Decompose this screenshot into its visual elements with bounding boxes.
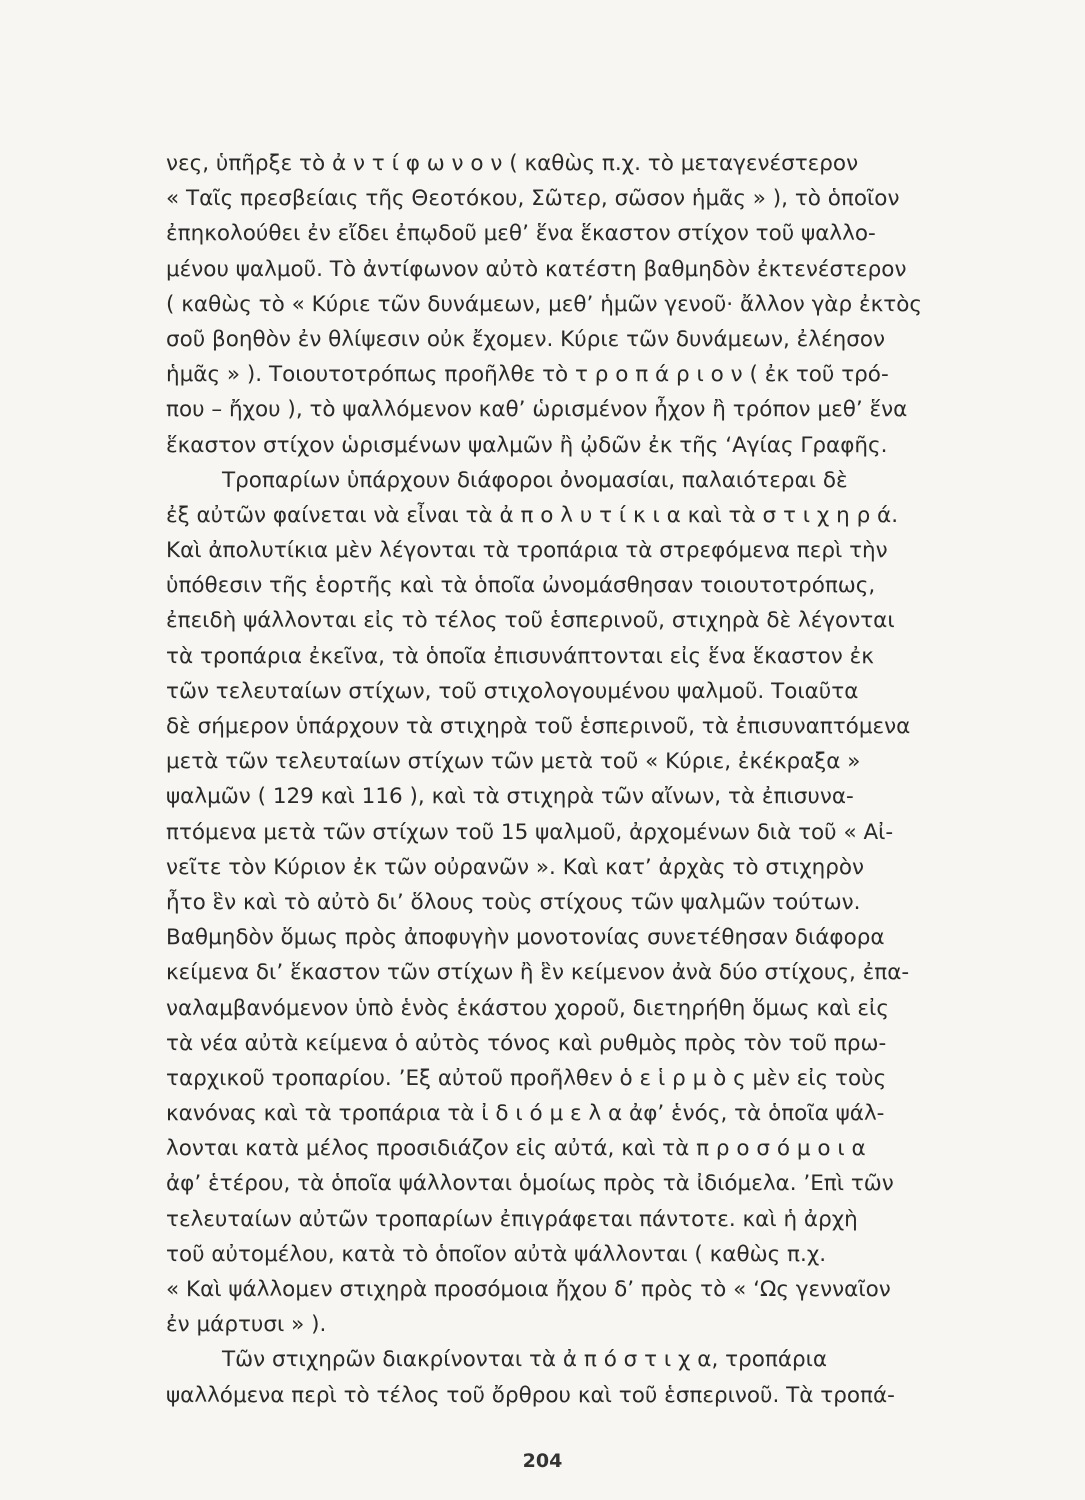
text-line: νες, ὑπῆρξε τὸ ἀ ν τ ί φ ω ν ο ν ( καθὼς π.χ. τὸ μεταγενέστερον <box>166 151 859 176</box>
text-line: ἐπειδὴ ψάλλονται εἰς τὸ τέλος τοῦ ἑσπερινοῦ, στιχηρὰ δὲ λέγονται <box>166 608 895 634</box>
text-line: μετὰ τῶν τελευταίων στίχων τῶν μετὰ τοῦ « Κύριε, ἐκέκραξα » <box>166 749 861 775</box>
text-line: Βαθμηδὸν ὅμως πρὸς ἀποφυγὴν μονοτονίας συνετέθησαν διάφορα <box>166 925 885 951</box>
text-line: « Ταῖς πρεσβείαις τῆς Θεοτόκου, Σῶτερ, σῶσον ἡμᾶς » ), τὸ ὁποῖον <box>166 186 900 212</box>
text-line: ναλαμβανόμενον ὑπὸ ἑνὸς ἑκάστου χοροῦ, διετηρήθη ὅμως καὶ εἰς <box>166 995 889 1021</box>
text-line: ἕκαστον στίχον ὡρισμένων ψαλμῶν ἢ ᾠδῶν ἐκ τῆς ‘Αγίας Γραφῆς. <box>166 432 888 458</box>
body-text <box>166 146 1034 1413</box>
text-line: ταρχικοῦ τροπαρίου. ’Εξ αὐτοῦ προῆλθεν ὁ ε ἱ ρ μ ὸ ς μὲν εἰς τοὺς <box>166 1065 887 1091</box>
text-line: πτόμενα μετὰ τῶν στίχων τοῦ 15 ψαλμοῦ, ἀρχομένων διὰ τοῦ « Αἰ- <box>166 819 894 845</box>
text-line: Καὶ ἀπολυτίκια μὲν λέγονται τὰ τροπάρια τὰ στρεφόμενα περὶ τὴν <box>166 538 888 564</box>
text-line: μένου ψαλμοῦ. Τὸ ἀντίφωνον αὐτὸ κατέστη βαθμηδὸν ἐκτενέστερον <box>166 256 907 282</box>
text-line: κανόνας καὶ τὰ τροπάρια τὰ ἰ δ ι ό μ ε λ α ἀφ’ ἑνός, τὰ ὁποῖα ψάλ- <box>166 1101 885 1127</box>
text-line: νεῖτε τὸν Κύριον ἐκ τῶν οὐρανῶν ». Καὶ κατ’ ἀρχὰς τὸ στιχηρὸν <box>166 854 865 880</box>
text-line: Τῶν στιχηρῶν διακρίνονται τὰ ἀ π ό σ τ ι χ α, τροπάρια <box>222 1347 828 1373</box>
text-line: ψαλμῶν ( 129 καὶ 116 ), καὶ τὰ στιχηρὰ τῶν αἴνων, τὰ ἐπισυνα- <box>166 784 854 810</box>
text-line: τῶν τελευταίων στίχων, τοῦ στιχολογουμένου ψαλμοῦ. Τοιαῦτα <box>166 678 859 704</box>
text-line: τὰ τροπάρια ἐκεῖνα, τὰ ὁποῖα ἐπισυνάπτονται εἰς ἕνα ἕκαστον ἐκ <box>166 643 874 669</box>
text-line: τελευταίων αὐτῶν τροπαρίων ἐπιγράφεται πάντοτε. καὶ ἡ ἀρχὴ <box>166 1206 858 1232</box>
page-number: 204 <box>522 1450 563 1472</box>
text-line: δὲ σήμερον ὑπάρχουν τὰ στιχηρὰ τοῦ ἑσπερινοῦ, τὰ ἐπισυναπτόμενα <box>166 714 911 739</box>
text-line: σοῦ βοηθὸν ἐν θλίψεσιν οὐκ ἔχομεν. Κύριε τῶν δυνάμεων, ἐλέησον <box>166 326 886 352</box>
text-line: Τροπαρίων ὑπάρχουν διάφοροι ὀνομασίαι, παλαιότεραι δὲ <box>222 467 848 493</box>
text-line: ἦτο ἓν καὶ τὸ αὐτὸ δι’ ὅλους τοὺς στίχους τῶν ψαλμῶν τούτων. <box>166 889 861 915</box>
text-line: που – ἤχου ), τὸ ψαλλόμενον καθ’ ὡρισμένον ἦχον ἢ τρόπον μεθ’ ἕνα <box>166 397 908 423</box>
text-line: ἐν μάρτυσι » ). <box>166 1312 327 1338</box>
text-line: ἡμᾶς » ). Τοιουτοτρόπως προῆλθε τὸ τ ρ ο π ά ρ ι ο ν ( ἐκ τοῦ τρό- <box>166 362 889 388</box>
text-line: ὑπόθεσιν τῆς ἑορτῆς καὶ τὰ ὁποῖα ὠνομάσθησαν τοιουτοτρόπως, <box>166 573 876 599</box>
text-line: ἐξ αὐτῶν φαίνεται νὰ εἶναι τὰ ἀ π ο λ υ τ ί κ ι α καὶ τὰ σ τ ι χ η ρ ά. <box>166 502 899 528</box>
text-line: λονται κατὰ μέλος προσιδιάζον εἰς αὐτά, καὶ τὰ π ρ ο σ ό μ ο ι α <box>166 1136 866 1162</box>
text-line: κείμενα δι’ ἕκαστον τῶν στίχων ἢ ἓν κείμενον ἀνὰ δύο στίχους, ἐπα- <box>166 960 910 986</box>
text-line: τὰ νέα αὐτὰ κείμενα ὁ αὐτὸς τόνος καὶ ρυθμὸς πρὸς τὸν τοῦ πρω- <box>166 1030 887 1056</box>
text-line: τοῦ αὐτομέλου, κατὰ τὸ ὁποῖον αὐτὰ ψάλλονται ( καθὼς π.χ. <box>166 1241 827 1267</box>
text-line: ἐπηκολούθει ἐν εἴδει ἐπῳδοῦ μεθ’ ἕνα ἕκαστον στίχον τοῦ ψαλλο- <box>166 221 876 247</box>
text-line: ψαλλόμενα περὶ τὸ τέλος τοῦ ὄρθρου καὶ τοῦ ἑσπερινοῦ. Τὰ τροπά- <box>166 1382 895 1408</box>
text-line: ( καθὼς τὸ « Κύριε τῶν δυνάμεων, μεθ’ ἡμῶν γενοῦ· ἄλλον γὰρ ἐκτὸς <box>166 291 922 317</box>
text-line: « Καὶ ψάλλομεν στιχηρὰ προσόμοια ἤχου δ’ πρὸς τὸ « ‘Ως γενναῖον <box>166 1277 891 1302</box>
text-line: ἀφ’ ἑτέρου, τὰ ὁποῖα ψάλλονται ὁμοίως πρὸς τὰ ἰδιόμελα. ’Επὶ τῶν <box>166 1171 894 1197</box>
